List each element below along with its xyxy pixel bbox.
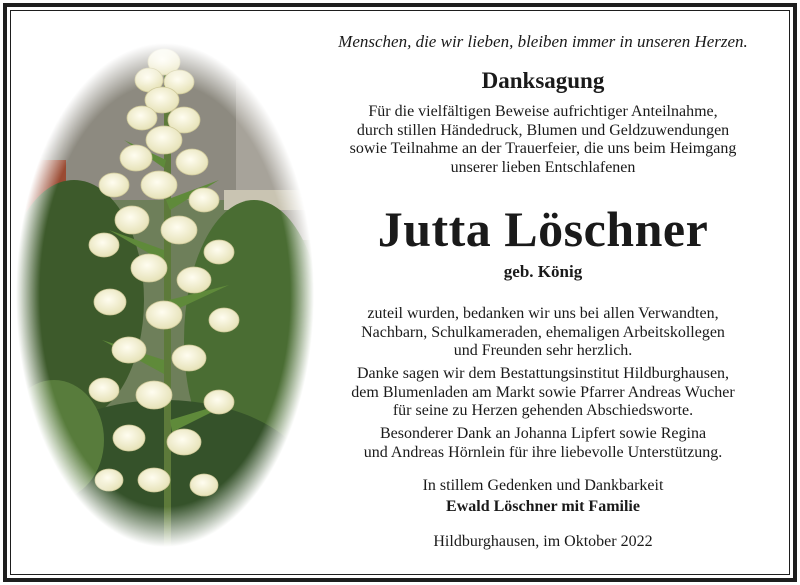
intro-line: sowie Teilnahme an der Trauerfeier, die uns beim Heimgang — [349, 140, 737, 157]
deceased-name: Jutta Löschner — [377, 201, 709, 257]
paragraph-line: zuteil wurden, bedanken wir uns bei allen Verwandten, — [367, 305, 719, 322]
paragraph-line: und Freunden sehr herzlich. — [453, 342, 633, 359]
place-and-date: Hildburghausen, im Oktober 2022 — [433, 533, 653, 550]
thanks-paragraph-1 — [318, 305, 768, 361]
paragraph-line: Danke sagen wir dem Bestattungsinstitut Hildburghausen, — [356, 365, 730, 382]
motto-line: Menschen, die wir lieben, bleiben immer in unseren Herzen. — [338, 32, 748, 51]
paragraph-line: Nachbarn, Schulkameraden, ehemaligen Arbeitskollegen — [361, 323, 725, 341]
closing-line: In stillem Gedenken und Dankbarkeit — [422, 477, 664, 494]
yucca-flower-photo — [14, 40, 316, 550]
heading-danksagung: Danksagung — [481, 68, 605, 93]
thanks-paragraph-3 — [318, 425, 768, 462]
paragraph-line: und Andreas Hörnlein für ihre liebevolle Unterstützung. — [363, 443, 723, 461]
intro-line: Für die vielfältigen Beweise aufrichtiger Anteilnahme, — [368, 103, 718, 120]
maiden-name: geb. König — [503, 262, 583, 281]
signer-name: Ewald Löschner mit Familie — [446, 498, 640, 515]
intro-line: durch stillen Händedruck, Blumen und Geldzuwendungen — [356, 121, 730, 139]
intro-paragraph — [318, 103, 768, 177]
thanks-paragraph-2 — [318, 365, 768, 421]
intro-line: unserer lieben Entschlafenen — [450, 158, 636, 176]
paragraph-line: Besonderer Dank an Johanna Lipfert sowie Regina — [379, 425, 707, 442]
paragraph-line: für seine zu Herzen gehenden Abschiedsworte. — [392, 402, 694, 419]
paragraph-line: dem Blumenladen am Markt sowie Pfarrer Andreas Wucher — [351, 383, 735, 401]
